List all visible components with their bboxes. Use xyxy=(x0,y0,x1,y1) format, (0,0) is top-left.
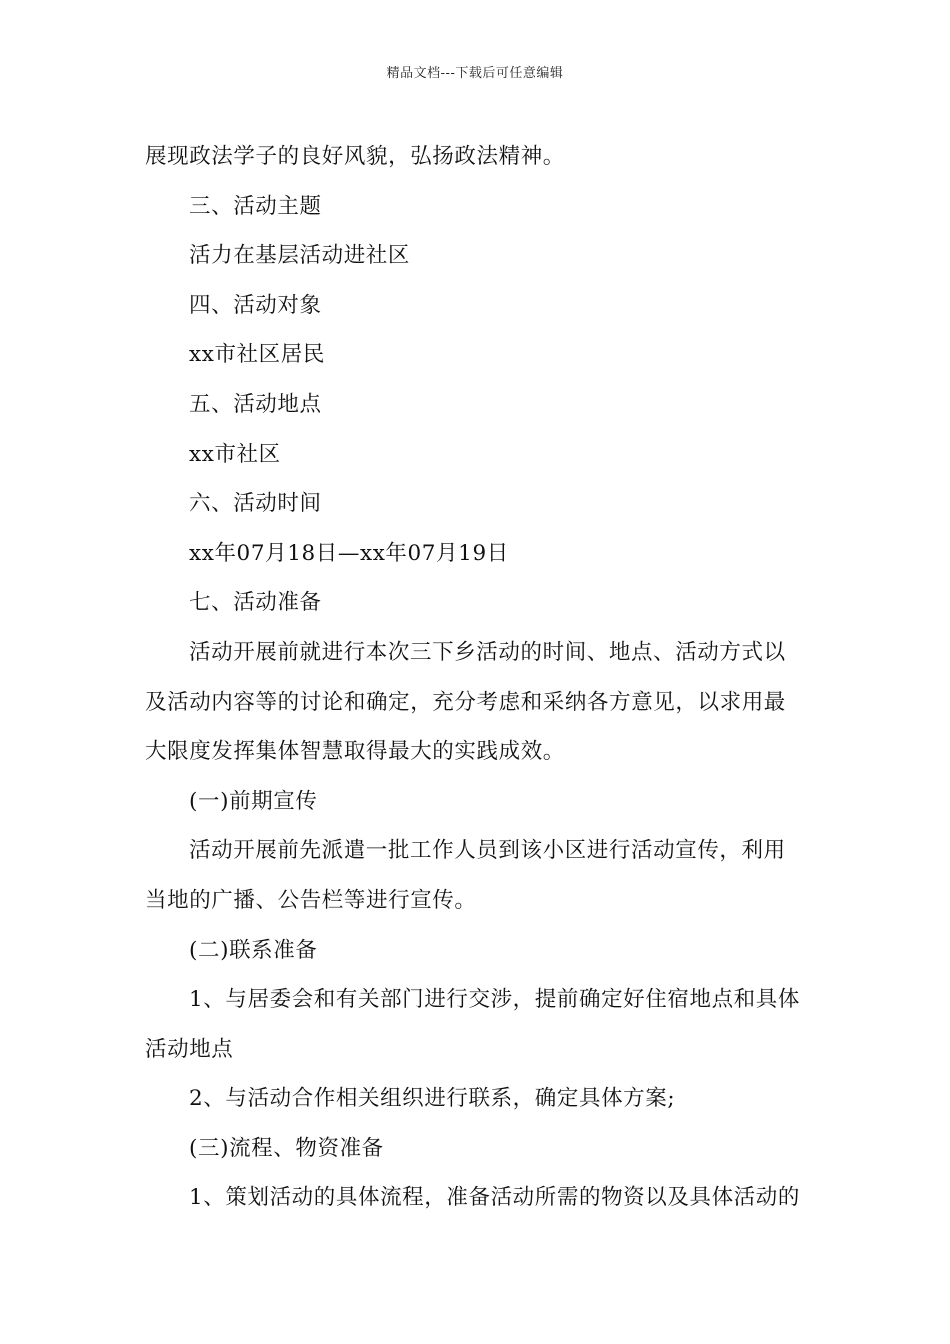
paragraph: 活动开展前就进行本次三下乡活动的时间、地点、活动方式以及活动内容等的讨论和确定，充分考虑和采纳各方意见，以求用最大限度发挥集体智慧取得最大的实践成效。 xyxy=(145,639,786,765)
paragraph: 活动开展前先派遣一批工作人员到该小区进行活动宣传，利用当地的广播、公告栏等进行宣传。 xyxy=(145,838,786,913)
page-header: 精品文档---下载后可任意编辑 xyxy=(386,66,564,81)
paragraph: 活力在基层活动进社区 xyxy=(189,243,411,269)
paragraph: xx年07月18日—xx年07月19日 xyxy=(189,540,509,566)
paragraph: 展现政法学子的良好风貌，弘扬政法精神。 xyxy=(145,144,565,169)
list-item: 1、与居委会和有关部门进行交涉，提前确定好住宿地点和具体活动地点 xyxy=(145,987,800,1062)
section-heading: 四、活动对象 xyxy=(189,292,322,318)
document-body xyxy=(145,132,807,1223)
subsection-heading: (三)流程、物资准备 xyxy=(189,1135,384,1161)
list-item: 2、与活动合作相关组织进行联系，确定具体方案; xyxy=(189,1086,676,1112)
section-heading: 五、活动地点 xyxy=(189,391,322,417)
section-heading: 七、活动准备 xyxy=(189,590,322,616)
section-heading: 三、活动主题 xyxy=(189,193,322,219)
paragraph: xx市社区居民 xyxy=(189,342,325,368)
subsection-heading: (一)前期宣传 xyxy=(189,788,318,814)
paragraph: xx市社区 xyxy=(189,441,281,467)
section-heading: 六、活动时间 xyxy=(189,491,322,517)
list-item: 1、策划活动的具体流程，准备活动所需的物资以及具体活动的 xyxy=(189,1185,800,1211)
subsection-heading: (二)联系准备 xyxy=(189,937,318,963)
